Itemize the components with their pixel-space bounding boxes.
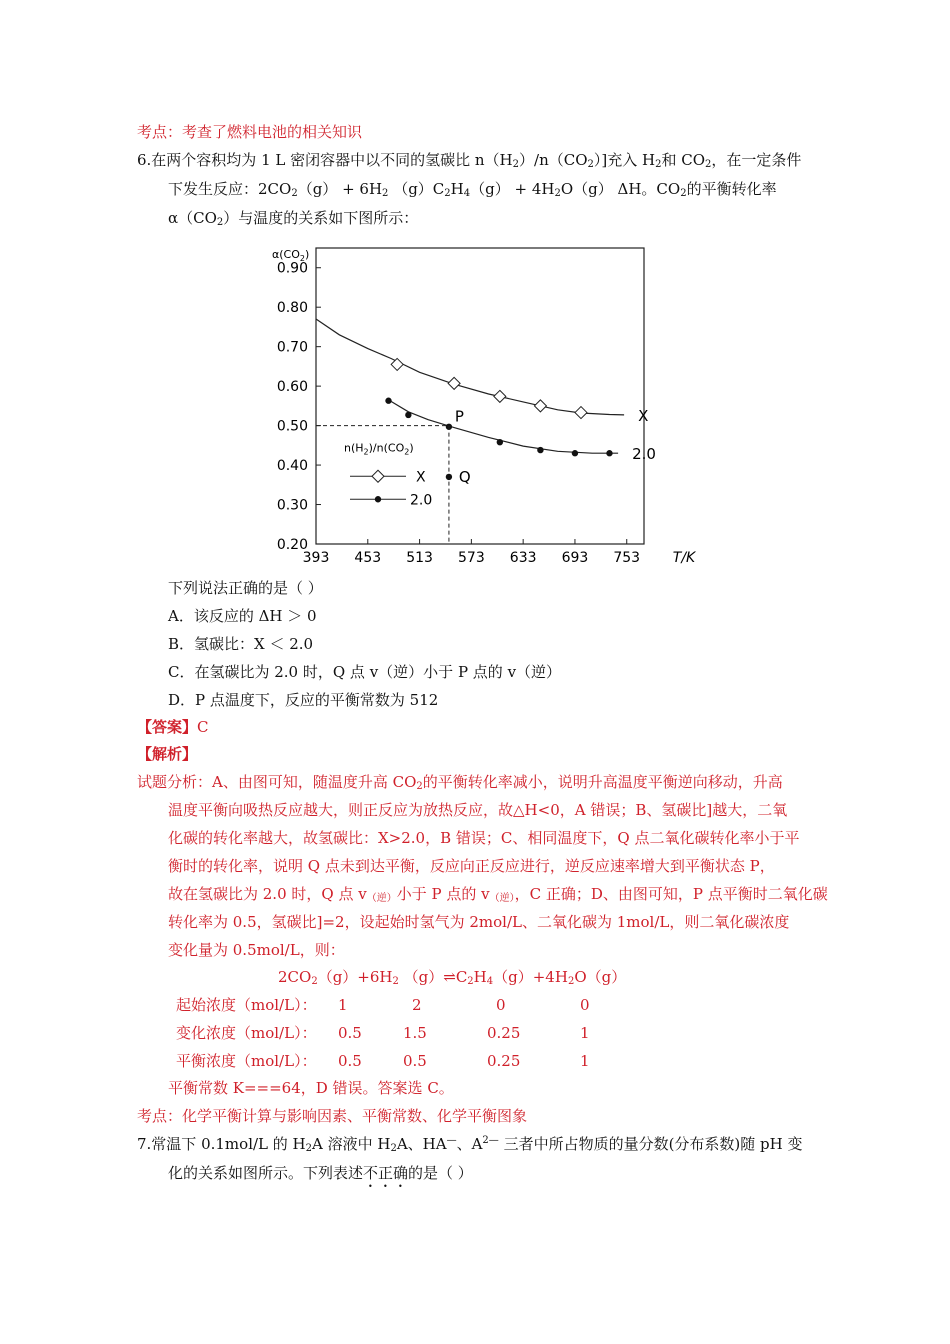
legend-label-x: X: [416, 469, 426, 486]
y-tick-label: 0.60: [276, 379, 308, 396]
data-point-diamond: [448, 377, 460, 389]
data-point-dot: [606, 450, 612, 456]
q6-option-d: D．P 点温度下，反应的平衡常数为 512: [168, 691, 439, 709]
analysis-line-4: 衡时的转化率，说明 Q 点未到达平衡，反应向正反应进行，逆反应速率增大到平衡状态 P，: [168, 857, 775, 875]
y-tick-label: 0.80: [276, 300, 308, 317]
q6-option-a: A．该反应的 ΔH ＞ 0: [168, 607, 317, 625]
cell: 2: [412, 996, 422, 1014]
cell: 0: [580, 996, 590, 1014]
row-equilibrium-label: 平衡浓度（mol/L）：: [176, 1052, 317, 1070]
analysis-line-5: 故在氢碳比为 2.0 时，Q 点 $v_{(逆)}$小于 P 点的 $v_{(逆)}$，C 正确；D、由图可知，P 点平衡时二氧化碳: [168, 885, 828, 904]
cell: 1: [580, 1024, 590, 1042]
series-end-label: X: [638, 406, 649, 425]
series-end-label: 2.0: [632, 445, 656, 464]
emphasis-not-correct: 不正确: [363, 1164, 409, 1182]
data-point-dot: [405, 412, 411, 418]
x-tick-label: 393: [302, 550, 330, 566]
answer-line: [137, 717, 209, 737]
q6-prompt: 下列说法正确的是（ ）: [168, 579, 323, 597]
x-tick-label: 453: [354, 550, 382, 566]
legend-marker-dot: [375, 496, 381, 502]
point-q-label: Q: [458, 467, 471, 486]
cell: 0.25: [487, 1052, 521, 1070]
y-axis-label: $\alpha(CO_2)$: [272, 248, 310, 263]
y-tick-label: 0.50: [276, 418, 308, 435]
y-tick-label: 0.40: [276, 458, 308, 475]
q6-line-1: 6.在两个容积均为 1 L 密闭容器中以不同的氢碳比 $n(H_2)/n(CO_2)$]充入 $H_2$和 $CO_2$，在一定条件: [137, 151, 802, 170]
q6-line-2: 下发生反应：$2CO_2(g) + 6H_2$ $(g)C_2H_4(g) + 4H_2O(g)$ ΔH。$CO_2$的平衡转化率: [168, 180, 777, 199]
data-point-diamond: [391, 358, 403, 370]
cell: 0.5: [338, 1052, 362, 1070]
q7-line-1: 7.常温下 0.1mol/L 的 $H_2A$ 溶液中 $H_2A$、HA—、$A^{2—}$ 三者中所占物质的量分数(分布系数)随 pH 变: [137, 1135, 803, 1154]
row-change-label: 变化浓度（mol/L）：: [176, 1024, 317, 1042]
kaodian-2: 考点：化学平衡计算与影响因素、平衡常数、化学平衡图象: [137, 1107, 528, 1125]
q6-option-c: C．在氢碳比为 2.0 时，Q 点 v（逆）小于 P 点的 v（逆）: [168, 663, 562, 681]
data-point-dot: [385, 398, 391, 404]
analysis-line-6: 转化率为 0.5，氢碳比]=2，设起始时氢气为 2mol/L、二氧化碳为 1mol/L，则二氧化碳浓度: [168, 913, 790, 931]
kaodian-1: 考点：考查了燃料电池的相关知识: [137, 123, 363, 141]
series-line-2.0: [389, 400, 619, 453]
point-q-dot: [446, 474, 452, 480]
data-point-dot: [537, 447, 543, 453]
analysis-conclusion: 平衡常数 K===64，D 错误。答案选 C。: [168, 1079, 454, 1097]
x-tick-label: 693: [561, 550, 589, 566]
y-tick-label: 0.90: [276, 260, 308, 277]
x-tick-label: 513: [406, 550, 433, 566]
analysis-line-1: 试题分析：A、由图可知，随温度升高 $CO_2$的平衡转化率减小，说明升高温度平衡逆向移动，升高: [137, 773, 783, 792]
y-tick-label: 0.30: [276, 497, 308, 514]
data-point-dot: [572, 450, 578, 456]
analysis-label: 【解析】: [137, 745, 198, 763]
reaction-equation: $2CO_2(g)+6H_2$ $(g)\rightleftharpoons C_2H_4(g)+4H_2O(g)$: [278, 968, 627, 987]
y-tick-label: 0.20: [276, 537, 308, 553]
x-tick-label: 633: [509, 550, 537, 566]
data-point-diamond: [575, 407, 587, 419]
series-line-X: [316, 319, 624, 415]
cell: 1.5: [403, 1024, 427, 1042]
data-point-diamond: [494, 390, 506, 402]
q7-line-2: 化的关系如图所示。下列表述不正确的是（ ）: [168, 1164, 473, 1182]
answer-value: C: [197, 718, 209, 736]
analysis-line-7: 变化量为 0.5mol/L，则：: [168, 941, 345, 959]
data-point-diamond: [534, 400, 546, 412]
q6-line-3: $\alpha(CO_2)$与温度的关系如下图所示：: [168, 209, 419, 228]
data-point-dot: [497, 439, 503, 445]
cell: 0.5: [338, 1024, 362, 1042]
cell: 0.5: [403, 1052, 427, 1070]
analysis-line-3: 化碳的转化率越大，故氢碳比：X>2.0，B 错误；C、相同温度下，Q 点二氧化碳转化率小于平: [168, 829, 800, 847]
q6-option-b: B．氢碳比：X ＜ 2.0: [168, 635, 314, 653]
point-p-label: P: [454, 407, 464, 426]
row-initial-label: 起始浓度（mol/L）：: [176, 996, 317, 1014]
cell: 0.25: [487, 1024, 521, 1042]
co2-conversion-chart: [262, 238, 696, 568]
analysis-line-2: 温度平衡向吸热反应越大，则正反应为放热反应，故△H<0，A 错误；B、氢碳比]越大，二氧: [168, 801, 788, 819]
x-axis-label: T/K: [672, 550, 696, 566]
legend-marker-diamond: [372, 470, 384, 482]
cell: 1: [338, 996, 348, 1014]
answer-label: 【答案】: [137, 718, 198, 736]
x-tick-label: 753: [613, 550, 641, 566]
y-tick-label: 0.70: [276, 339, 308, 356]
cell: 1: [580, 1052, 590, 1070]
cell: 0: [496, 996, 506, 1014]
x-tick-label: 573: [458, 550, 485, 566]
legend-title: $n(H_2)/n(CO_2)$: [344, 441, 414, 457]
legend-label-2: 2.0: [410, 492, 433, 509]
